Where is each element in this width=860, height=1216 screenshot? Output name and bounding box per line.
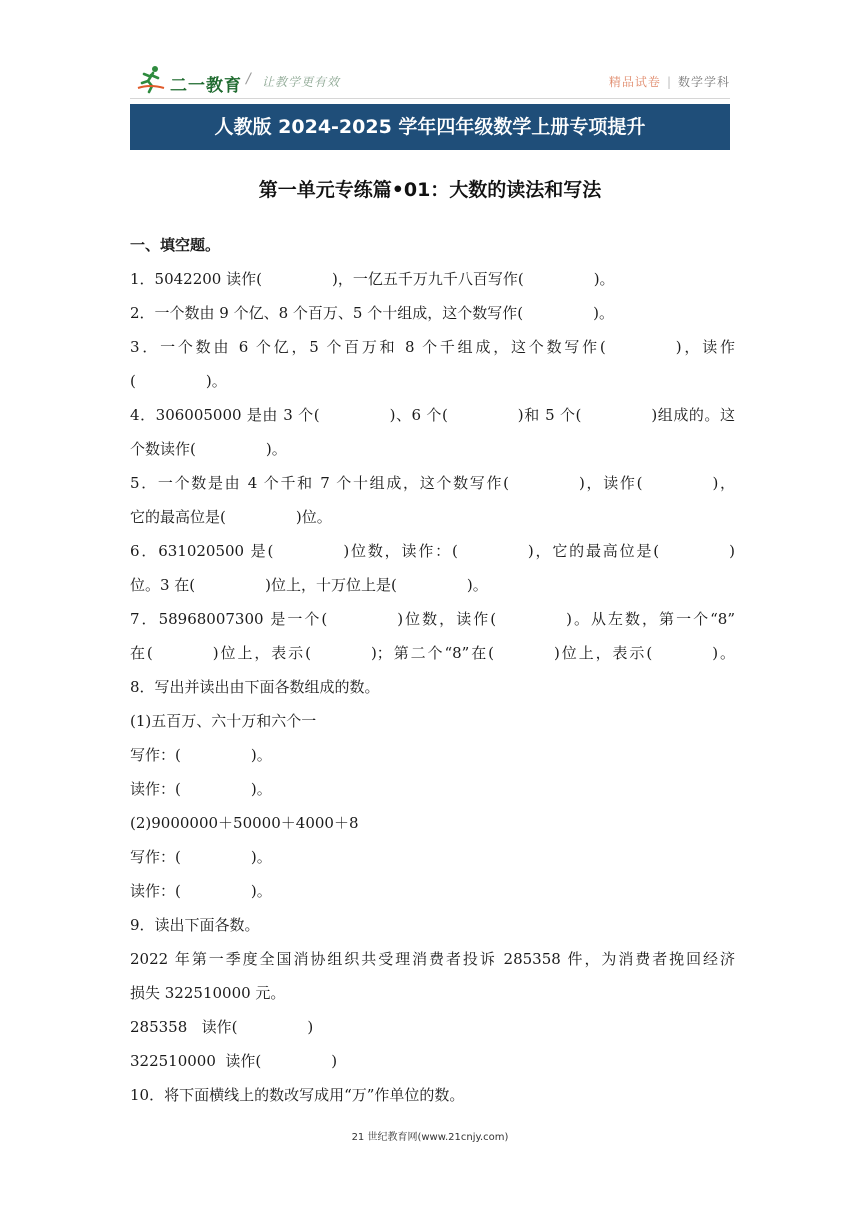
q6-text-c: )，它的最高位是( (527, 542, 660, 560)
q9-a-end: ) (307, 1018, 314, 1036)
worksheet-content (130, 228, 735, 1112)
q6-text-e: 位。3 在( (130, 576, 196, 594)
q4-text-b: )、6 个( (389, 406, 448, 424)
q7-text-h: )。 (712, 644, 735, 662)
header-divider-line (130, 98, 730, 99)
q6-text-g: )。 (466, 576, 488, 594)
section-heading: 一、填空题。 (130, 236, 221, 254)
question-8-part-2: (2)9000000＋50000＋4000＋8 (130, 814, 359, 832)
question-8-part-1: (1)五百万、六十万和六个一 (130, 712, 317, 730)
question-10-title: 10．将下面横线上的数改写成用“万”作单位的数。 (130, 1086, 465, 1104)
question-9-text-2: 损失 322510000 元。 (130, 984, 286, 1002)
question-6 (130, 534, 735, 568)
question-8-read-1 (130, 772, 735, 806)
q7-text-c: )。从左数，第一个“8” (566, 610, 735, 628)
q6-text-a: 6．631020500 是( (130, 542, 274, 560)
question-7-cont (130, 636, 735, 670)
q8-write-end: )。 (250, 746, 272, 764)
page-subtitle: 第一单元专练篇•01：大数的读法和写法 (258, 179, 602, 201)
q7-text-g: )位上，表示( (554, 644, 653, 662)
q4-text-e: 个数读作( (130, 440, 196, 458)
q9-b-number: 322510000 读作( (130, 1052, 262, 1070)
header-tags (609, 73, 730, 90)
q8-read-end: )。 (250, 882, 272, 900)
q5-text-a: 5．一个数是由 4 个千和 7 个十组成，这个数写作( (130, 474, 509, 492)
q2-text-b: )。 (593, 304, 614, 322)
q9-b-end: ) (331, 1052, 338, 1070)
question-8-write-2 (130, 840, 735, 874)
question-9-a (130, 1010, 735, 1044)
header-tag-quality: 精品试卷 (608, 75, 661, 89)
question-5 (130, 466, 735, 500)
question-8-write-1 (130, 738, 735, 772)
question-9-title: 9．读出下面各数。 (130, 916, 260, 934)
q4-text-d: )组成的。这 (651, 406, 735, 424)
title-banner: 人教版 2024-2025 学年四年级数学上册专项提升 (130, 104, 730, 150)
logo-divider: / (246, 71, 251, 87)
q8-write-label: 写作：( (130, 746, 181, 764)
q3-text-b: )，读作 (675, 338, 735, 356)
q5-text-c: )， (712, 474, 735, 492)
q1-text-a: 1．5042200 读作( (130, 270, 262, 288)
q9-a-number: 285358 读作( (130, 1018, 238, 1036)
question-6-cont (130, 568, 735, 602)
question-8-title: 8．写出并读出由下面各数组成的数。 (130, 678, 380, 696)
question-4-cont (130, 432, 735, 466)
question-3-cont (130, 364, 735, 398)
question-5-cont (130, 500, 735, 534)
page-footer: 21 世纪教育网(www.21cnjy.com) (351, 1132, 509, 1143)
q1-text-c: )。 (593, 270, 615, 288)
q3-text-c: ( (130, 372, 136, 390)
question-2 (130, 296, 735, 330)
q4-text-c: )和 5 个( (517, 406, 582, 424)
question-9-text-1: 2022 年第一季度全国消协组织共受理消费者投诉 285358 件，为消费者挽回经济 (130, 950, 735, 968)
logo-slogan: 让教学更有效 (262, 75, 341, 89)
question-7 (130, 602, 735, 636)
q4-text-a: 4．306005000 是由 3 个( (130, 406, 320, 424)
question-8-read-2 (130, 874, 735, 908)
header-tag-subject: 数学学科 (677, 75, 730, 89)
q2-text-a: 2．一个数由 9 个亿、8 个百万、5 个十组成，这个数写作( (130, 304, 524, 322)
q8-write-label: 写作：( (130, 848, 181, 866)
q8-read-label: 读作：( (130, 882, 181, 900)
q6-text-d: ) (729, 542, 735, 560)
header-tag-separator: | (666, 75, 672, 89)
q8-write-end: )。 (250, 848, 272, 866)
runner-logo-icon (136, 64, 166, 94)
q7-text-e: )位上，表示( (212, 644, 311, 662)
question-4 (130, 398, 735, 432)
q7-text-a: 7．58968007300 是一个( (130, 610, 328, 628)
q8-read-label: 读作：( (130, 780, 181, 798)
question-3 (130, 330, 735, 364)
q6-text-f: )位上，十万位上是( (265, 576, 397, 594)
q7-text-b: )位数，读作( (397, 610, 497, 628)
q3-text-d: )。 (205, 372, 227, 390)
q5-text-e: )位。 (295, 508, 332, 526)
page-header (130, 62, 730, 102)
q5-text-b: )，读作( (579, 474, 643, 492)
q1-text-b: )，一亿五千万九千八百写作( (331, 270, 524, 288)
logo-text: 二一教育 (170, 76, 242, 96)
q3-text-a: 3．一个数由 6 个亿，5 个百万和 8 个千组成，这个数写作( (130, 338, 606, 356)
q7-text-f: )；第二个“8”在( (370, 644, 495, 662)
q8-read-end: )。 (250, 780, 272, 798)
q6-text-b: )位数，读作：( (343, 542, 458, 560)
q4-text-f: )。 (265, 440, 287, 458)
question-9-b (130, 1044, 735, 1078)
q5-text-d: 它的最高位是( (130, 508, 226, 526)
q7-text-d: 在( (130, 644, 153, 662)
question-1 (130, 262, 735, 296)
